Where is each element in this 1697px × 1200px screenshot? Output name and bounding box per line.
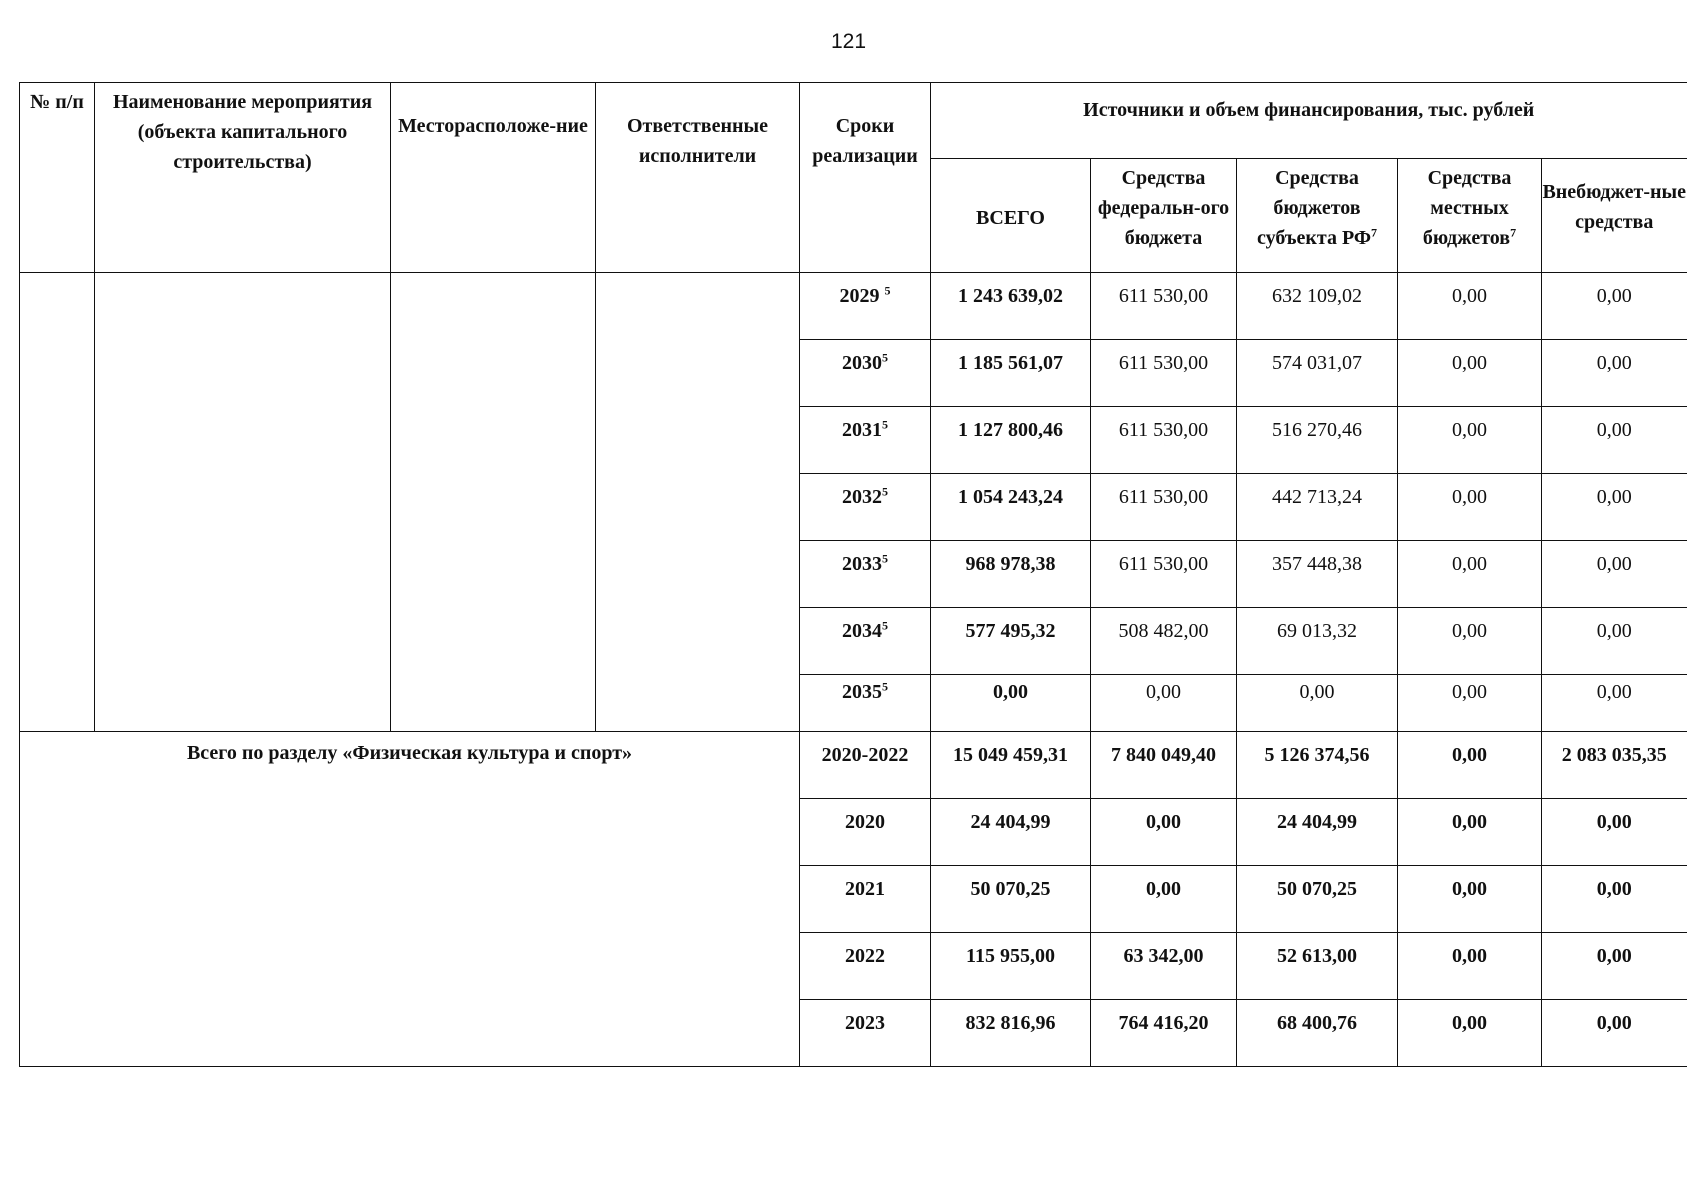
cell-federal: 611 530,00 <box>1091 541 1237 608</box>
page-number: 121 <box>830 30 867 53</box>
cell-year: 2029 $^5$ <box>800 273 931 340</box>
cell-extra: 2 083 035,35 <box>1542 732 1687 799</box>
cell-local: 0,00 <box>1398 541 1542 608</box>
cell-federal: 764 416,20 <box>1091 1000 1237 1067</box>
cell-local: 0,00 <box>1398 933 1542 1000</box>
cell-subject: 50 070,25 <box>1237 866 1398 933</box>
cell-extra: 0,00 <box>1542 675 1687 732</box>
cell-local: 0,00 <box>1398 1000 1542 1067</box>
header-period: Сроки реализации <box>800 83 931 273</box>
cell-total: 24 404,99 <box>931 799 1091 866</box>
table-row <box>20 273 1687 340</box>
cell-subject: 574 031,07 <box>1237 340 1398 407</box>
cell-total: 832 816,96 <box>931 1000 1091 1067</box>
cell-federal: 611 530,00 <box>1091 474 1237 541</box>
cell-subject: 52 613,00 <box>1237 933 1398 1000</box>
cell-year: 2020 <box>800 799 931 866</box>
cell-local: 0,00 <box>1398 407 1542 474</box>
cell-extra: 0,00 <box>1542 1000 1687 1067</box>
header-local: Средства местных бюджетов$^7$ <box>1398 159 1542 273</box>
cell-extra: 0,00 <box>1542 407 1687 474</box>
cell-extra: 0,00 <box>1542 340 1687 407</box>
cell-year: 2031$^5$ <box>800 407 931 474</box>
cell-year: 2023 <box>800 1000 931 1067</box>
cell-extra: 0,00 <box>1542 933 1687 1000</box>
cell-subject: 442 713,24 <box>1237 474 1398 541</box>
cell-year: 2020-2022 <box>800 732 931 799</box>
cell-year: 2034$^5$ <box>800 608 931 675</box>
cell-subject: 24 404,99 <box>1237 799 1398 866</box>
cell-extra: 0,00 <box>1542 541 1687 608</box>
cell-total: 968 978,38 <box>931 541 1091 608</box>
header-name: Наименование мероприятия (объекта капитального строительства) <box>95 83 391 273</box>
cell-total: 1 243 639,02 <box>931 273 1091 340</box>
cell-total: 15 049 459,31 <box>931 732 1091 799</box>
cell-local: 0,00 <box>1398 866 1542 933</box>
cell-local: 0,00 <box>1398 732 1542 799</box>
cell-subject: 357 448,38 <box>1237 541 1398 608</box>
cell-federal: 0,00 <box>1091 675 1237 732</box>
header-subject: Средства бюджетов субъекта $РФ^7$ <box>1237 159 1398 273</box>
cell-total: 1 127 800,46 <box>931 407 1091 474</box>
cell-federal: 611 530,00 <box>1091 407 1237 474</box>
cell-local: 0,00 <box>1398 340 1542 407</box>
cell-federal: 63 342,00 <box>1091 933 1237 1000</box>
cell-num <box>20 273 95 732</box>
header-extrabudget: Внебюджет-ные средства <box>1542 159 1687 273</box>
table-row <box>20 732 1687 799</box>
cell-subject: 516 270,46 <box>1237 407 1398 474</box>
header-funding-group: Источники и объем финансирования, тыс. рублей <box>931 83 1687 159</box>
cell-name <box>95 273 391 732</box>
cell-year: 2033$^5$ <box>800 541 931 608</box>
cell-federal: 0,00 <box>1091 799 1237 866</box>
header-total: ВСЕГО <box>931 159 1091 273</box>
header-federal: Средства федеральн-ого бюджета <box>1091 159 1237 273</box>
cell-extra: 0,00 <box>1542 799 1687 866</box>
cell-total: 0,00 <box>931 675 1091 732</box>
header-num: № п/п <box>20 83 95 273</box>
cell-subject: 68 400,76 <box>1237 1000 1398 1067</box>
cell-federal: 0,00 <box>1091 866 1237 933</box>
cell-location <box>391 273 596 732</box>
header-responsible: Ответственные исполнители <box>596 83 800 273</box>
cell-total: 1 185 561,07 <box>931 340 1091 407</box>
cell-subject: 632 109,02 <box>1237 273 1398 340</box>
header-location: Месторасположе-ние <box>391 83 596 273</box>
cell-local: 0,00 <box>1398 474 1542 541</box>
cell-responsible <box>596 273 800 732</box>
cell-subject: 0,00 <box>1237 675 1398 732</box>
cell-local: 0,00 <box>1398 799 1542 866</box>
cell-year: 2035$^5$ <box>800 675 931 732</box>
cell-federal: 508 482,00 <box>1091 608 1237 675</box>
cell-local: 0,00 <box>1398 273 1542 340</box>
cell-extra: 0,00 <box>1542 273 1687 340</box>
cell-extra: 0,00 <box>1542 866 1687 933</box>
cell-year: 2032$^5$ <box>800 474 931 541</box>
cell-local: 0,00 <box>1398 608 1542 675</box>
cell-year: 2021 <box>800 866 931 933</box>
cell-federal: 611 530,00 <box>1091 340 1237 407</box>
cell-extra: 0,00 <box>1542 608 1687 675</box>
cell-federal: 7 840 049,40 <box>1091 732 1237 799</box>
funding-table <box>19 82 1687 1067</box>
cell-total: 1 054 243,24 <box>931 474 1091 541</box>
cell-total: 577 495,32 <box>931 608 1091 675</box>
section-total-label: Всего по разделу «Физическая культура и спорт» <box>20 732 800 1067</box>
cell-local: 0,00 <box>1398 675 1542 732</box>
cell-subject: 5 126 374,56 <box>1237 732 1398 799</box>
cell-subject: 69 013,32 <box>1237 608 1398 675</box>
cell-year: 2030$^5$ <box>800 340 931 407</box>
cell-extra: 0,00 <box>1542 474 1687 541</box>
cell-year: 2022 <box>800 933 931 1000</box>
cell-federal: 611 530,00 <box>1091 273 1237 340</box>
cell-total: 50 070,25 <box>931 866 1091 933</box>
cell-total: 115 955,00 <box>931 933 1091 1000</box>
